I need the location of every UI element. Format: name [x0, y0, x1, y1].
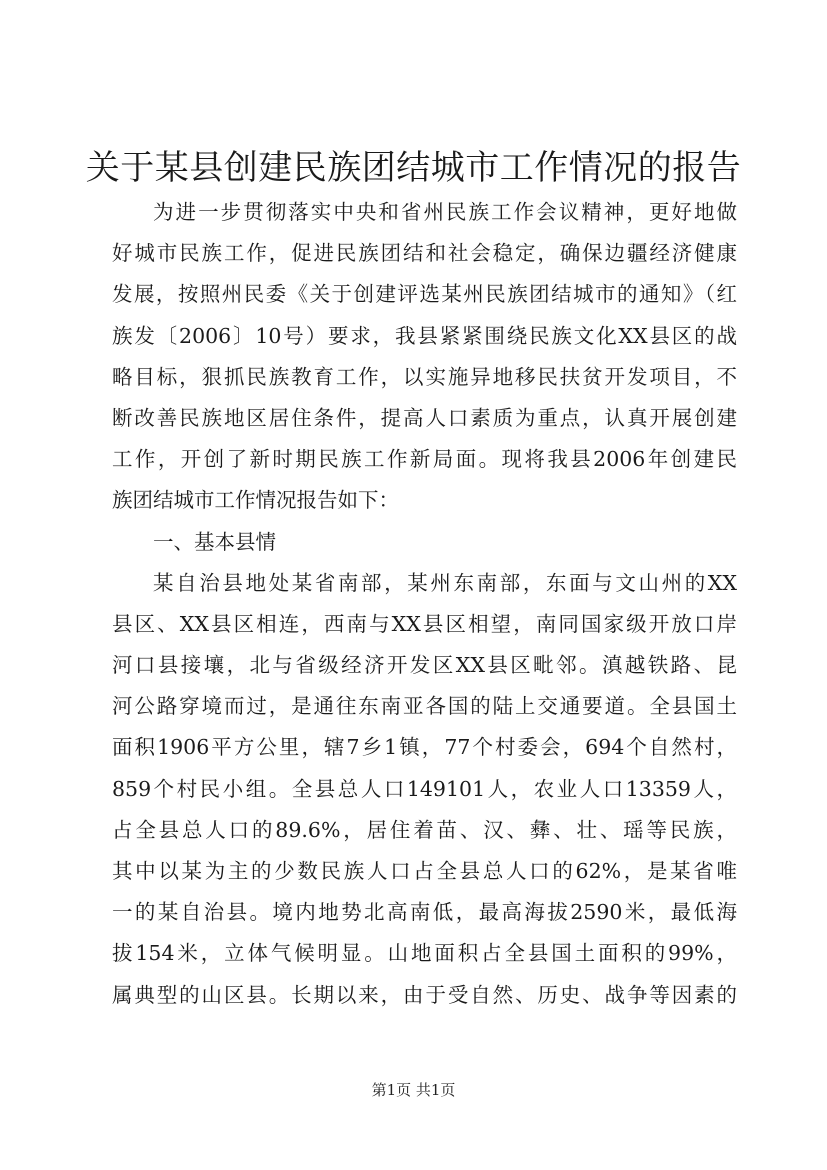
- paragraph-line: 工作，开创了新时期民族工作新局面。现将我县2006年创建民: [112, 447, 737, 472]
- paragraph-line: 发展，按照州民委《关于创建评选某州民族团结城市的通知》（红: [112, 282, 737, 307]
- paragraph-line: 一的某自治县。境内地势北高南低，最高海拔2590米，最低海: [112, 900, 737, 925]
- paragraph-line: 断改善民族地区居住条件，提高人口素质为重点，认真开展创建: [112, 405, 737, 430]
- paragraph-line: 某自治县地处某省南部，某州东南部，东面与文山州的XX: [153, 570, 737, 595]
- section-heading: 一、基本县情: [153, 529, 276, 554]
- paragraph-line: 拔154米，立体气候明显。山地面积占全县国土面积的99%，: [112, 941, 737, 966]
- paragraph-line: 族发〔2006〕10号）要求，我县紧紧围绕民族文化XX县区的战: [112, 323, 737, 348]
- paragraph-line: 好城市民族工作，促进民族团结和社会稳定，确保边疆经济健康: [112, 241, 737, 266]
- paragraph-line: 河口县接壤，北与省级经济开发区XX县区毗邻。滇越铁路、昆: [112, 653, 737, 678]
- document-body: [112, 192, 737, 1016]
- paragraph-line: 略目标，狠抓民族教育工作，以实施异地移民扶贫开发项目，不: [112, 364, 737, 389]
- paragraph-line: 为进一步贯彻落实中央和省州民族工作会议精神，更好地做: [153, 200, 737, 224]
- paragraph-line: 河公路穿境而过，是通往东南亚各国的陆上交通要道。全县国土: [112, 694, 737, 719]
- paragraph-line: 属典型的山区县。长期以来，由于受自然、历史、战争等因素的: [112, 982, 737, 1007]
- paragraph-line: 859个村民小组。全县总人口149101人，农业人口13359人，: [112, 776, 737, 801]
- paragraph-line: 面积1906平方公里，辖7乡1镇，77个村委会，694个自然村，: [112, 735, 737, 760]
- paragraph-line: 县区、XX县区相连，西南与XX县区相望，南同国家级开放口岸: [112, 611, 737, 636]
- page-footer: 第1页 共1页: [371, 1081, 456, 1099]
- paragraph-line: 其中以某为主的少数民族人口占全县总人口的62%，是某省唯: [112, 859, 737, 883]
- paragraph-line: 族团结城市工作情况报告如下：: [112, 488, 399, 513]
- paragraph-line: 占全县总人口的89.6%，居住着苗、汉、彝、壮、瑶等民族，: [112, 817, 737, 842]
- document-title: 关于某县创建民族团结城市工作情况的报告: [85, 148, 742, 188]
